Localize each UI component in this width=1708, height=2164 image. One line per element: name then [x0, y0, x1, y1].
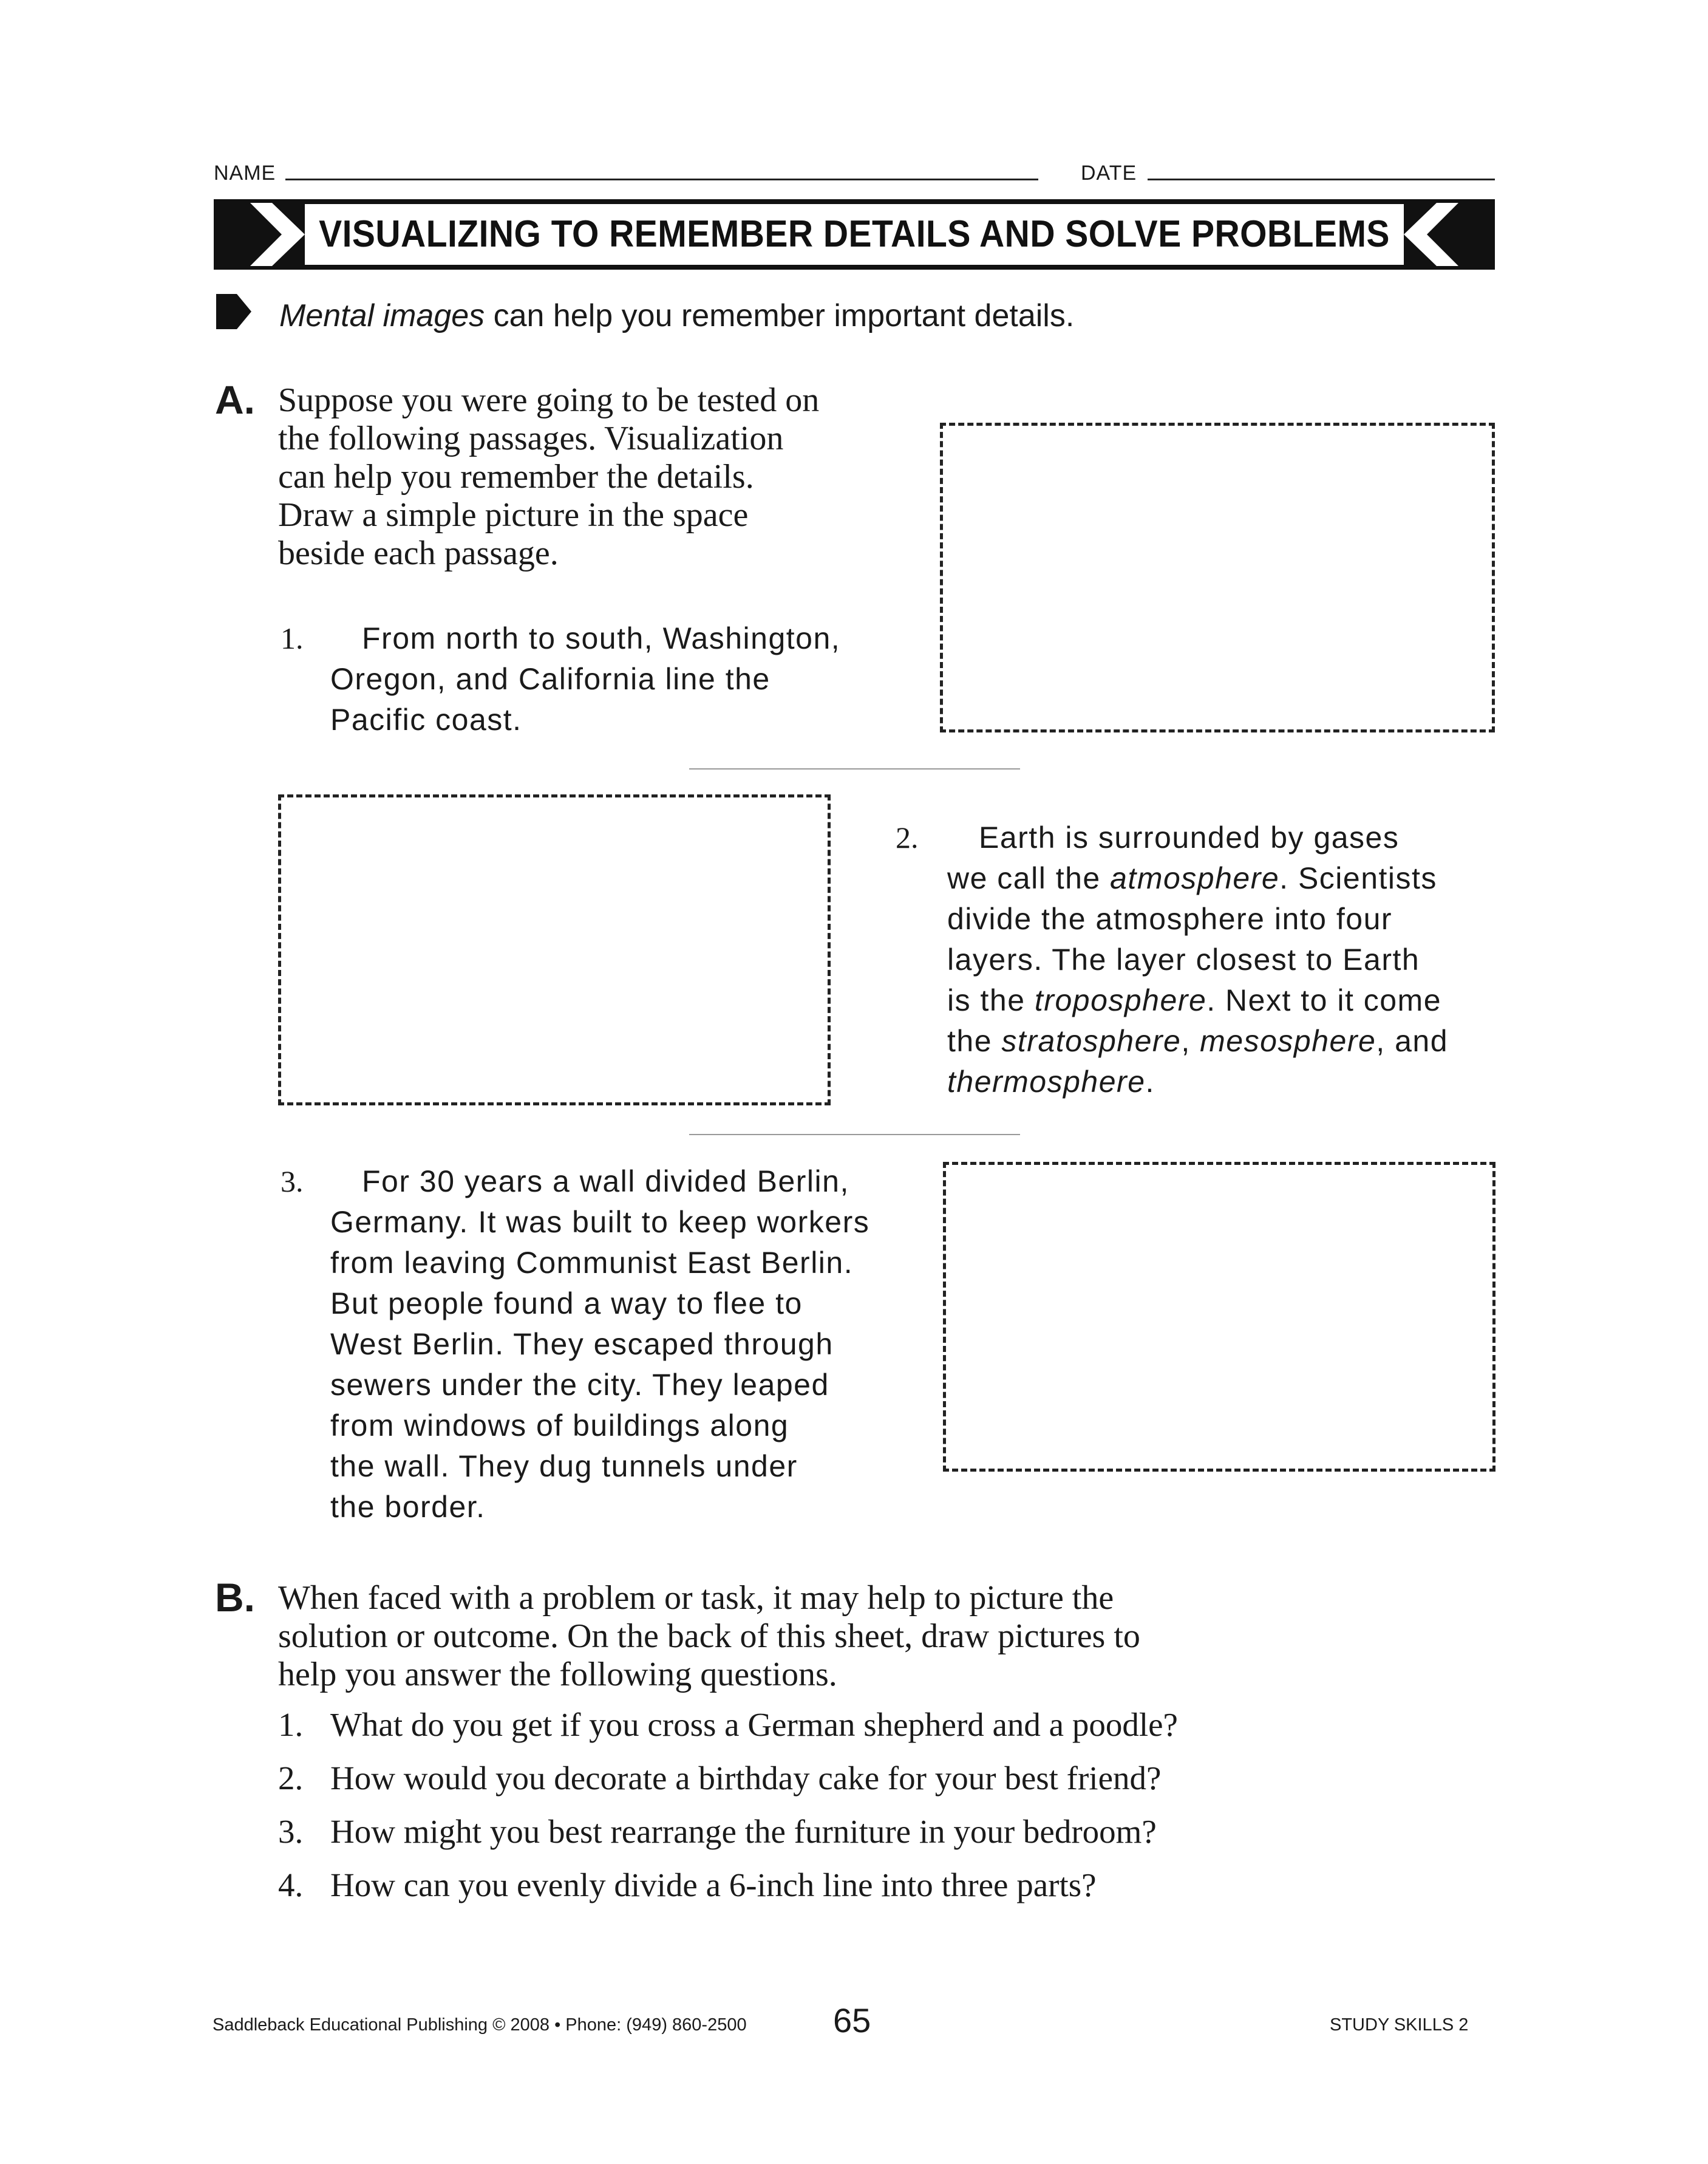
- question-number: 4.: [278, 1866, 304, 1903]
- footer-publisher: Saddleback Educational Publishing © 2008 • Phone: (949) 860-2500: [213, 2015, 747, 2035]
- page-number: 65: [833, 2001, 871, 2039]
- item-line: [947, 1021, 1448, 1062]
- section-b-instructions: [278, 1579, 1140, 1694]
- section-b-letter: B.: [215, 1575, 255, 1620]
- item-line: [947, 858, 1448, 899]
- term-mesosphere: mesosphere: [1200, 1024, 1376, 1058]
- text-run: , and: [1376, 1024, 1449, 1058]
- item-3-number: 3.: [281, 1164, 304, 1198]
- drawing-box-2[interactable]: [278, 794, 831, 1105]
- question-number: 3.: [278, 1813, 304, 1850]
- item-line: For 30 years a wall divided Berlin,: [362, 1164, 849, 1198]
- footer-series: STUDY SKILLS 2: [1330, 2015, 1469, 2035]
- item-1-text: [330, 618, 840, 740]
- item-2-number: 2.: [896, 821, 919, 855]
- item-2-text: [947, 817, 1448, 1102]
- question-text: How might you best rearrange the furniture in your bedroom?: [330, 1813, 1157, 1850]
- page-title: VISUALIZING TO REMEMBER DETAILS AND SOLVE PROBLEMS: [319, 213, 1390, 255]
- drawing-box-3[interactable]: [943, 1162, 1495, 1472]
- item-line: But people found a way to flee to: [330, 1286, 803, 1320]
- divider: [689, 1134, 1020, 1135]
- item-3-text: [330, 1161, 869, 1527]
- term-troposphere: troposphere: [1034, 983, 1207, 1017]
- instruction-line: Suppose you were going to be tested on: [278, 381, 820, 419]
- instruction-line: help you answer the following questions.: [278, 1656, 837, 1693]
- instruction-line: can help you remember the details.: [278, 458, 754, 496]
- item-line: layers. The layer closest to Earth: [947, 943, 1420, 977]
- divider: [689, 768, 1020, 770]
- name-field[interactable]: [285, 179, 1038, 180]
- text-run: . Scientists: [1279, 861, 1437, 895]
- instruction-line: Draw a simple picture in the space: [278, 496, 749, 534]
- title-banner: [214, 199, 1495, 270]
- name-label: NAME: [214, 162, 276, 185]
- item-line: From north to south, Washington,: [362, 621, 841, 655]
- question-item: [278, 1759, 1178, 1812]
- item-line: [947, 980, 1448, 1021]
- term-stratosphere: stratosphere: [1001, 1024, 1182, 1058]
- item-line: [947, 1062, 1448, 1102]
- question-text: What do you get if you cross a German shepherd and a poodle?: [330, 1706, 1178, 1743]
- question-list: [278, 1705, 1178, 1919]
- item-line: from leaving Communist East Berlin.: [330, 1246, 854, 1280]
- question-text: How would you decorate a birthday cake for your best friend?: [330, 1760, 1162, 1797]
- text-run: the: [947, 1024, 1002, 1058]
- text-run: we call the: [947, 861, 1111, 895]
- instruction-line: When faced with a problem or task, it may help to picture the: [278, 1579, 1114, 1617]
- question-text: How can you evenly divide a 6-inch line into three parts?: [330, 1866, 1097, 1903]
- text-run: is the: [947, 983, 1035, 1017]
- question-number: 2.: [278, 1760, 304, 1797]
- section-a-instructions: [278, 381, 819, 573]
- question-item: [278, 1866, 1178, 1919]
- item-line: the wall. They dug tunnels under: [330, 1449, 798, 1483]
- item-line: Earth is surrounded by gases: [979, 821, 1400, 855]
- instruction-line: beside each passage.: [278, 534, 559, 572]
- item-line: Oregon, and California line the: [330, 662, 771, 696]
- intro-rest: can help you remember important details.: [485, 298, 1075, 333]
- drawing-box-1[interactable]: [940, 423, 1495, 732]
- question-number: 1.: [278, 1706, 304, 1743]
- bullet-arrow-icon: [216, 294, 253, 332]
- item-line: Pacific coast.: [330, 703, 522, 737]
- item-line: Germany. It was built to keep workers: [330, 1205, 870, 1239]
- item-line: sewers under the city. They leaped: [330, 1368, 829, 1402]
- date-label: DATE: [1081, 162, 1137, 185]
- item-line: from windows of buildings along: [330, 1408, 789, 1442]
- section-a-letter: A.: [215, 377, 255, 422]
- item-line: the border.: [330, 1490, 486, 1524]
- question-item: [278, 1705, 1178, 1759]
- instruction-line: the following passages. Visualization: [278, 420, 784, 457]
- text-run: ,: [1181, 1024, 1200, 1058]
- instruction-line: solution or outcome. On the back of this sheet, draw pictures to: [278, 1617, 1140, 1655]
- text-run: . Next to it come: [1206, 983, 1441, 1017]
- intro-italic: Mental images: [279, 298, 485, 333]
- text-run: .: [1145, 1065, 1155, 1099]
- item-line: divide the atmosphere into four: [947, 902, 1393, 936]
- date-field[interactable]: [1148, 179, 1495, 180]
- item-line: West Berlin. They escaped through: [330, 1327, 834, 1361]
- intro-text: [279, 298, 1074, 334]
- term-atmosphere: atmosphere: [1110, 861, 1280, 895]
- question-item: [278, 1812, 1178, 1866]
- item-1-number: 1.: [281, 621, 304, 655]
- term-thermosphere: thermosphere: [947, 1065, 1146, 1099]
